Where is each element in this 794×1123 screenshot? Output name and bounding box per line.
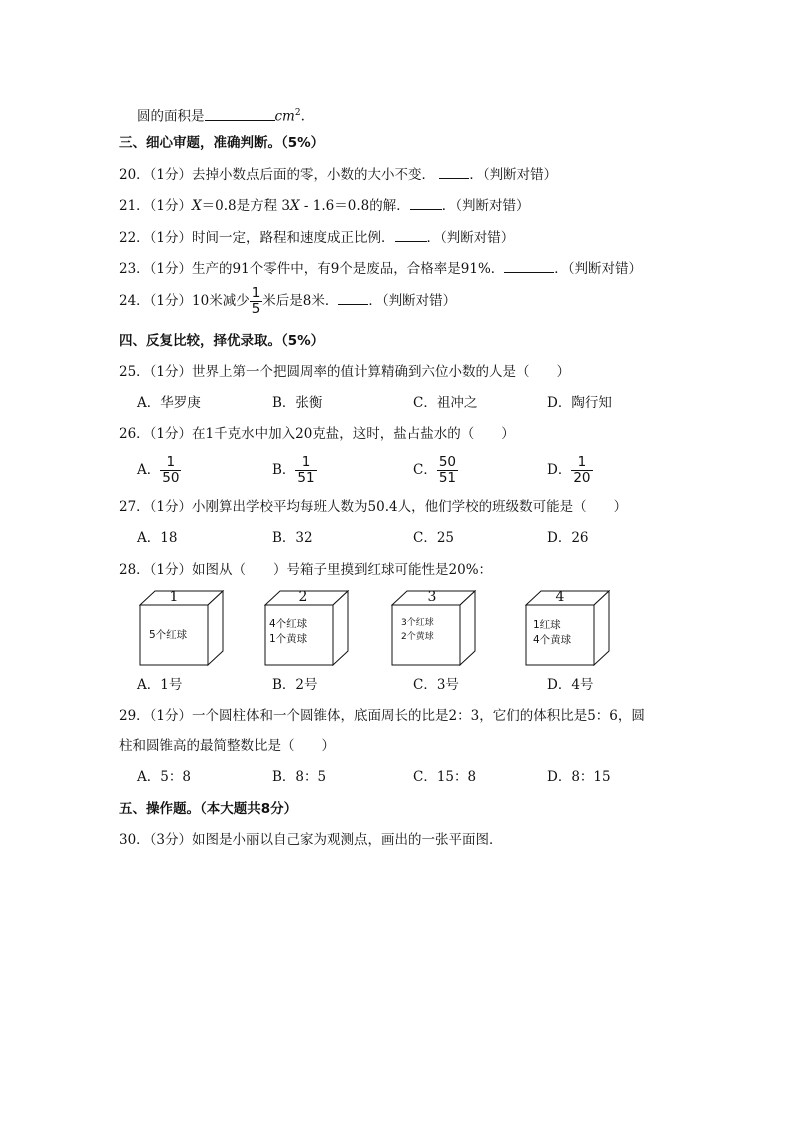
q26-a-denominator: 50 (162, 470, 180, 486)
box-1-contents (149, 628, 187, 643)
box-4-line-1: 1红球 (533, 619, 561, 631)
question-23 (119, 258, 642, 279)
q24-denominator: 5 (251, 301, 261, 317)
question-26: 26．（1分）在1千克水中加入20克盐，这时，盐占盐水的（ ） (119, 426, 515, 442)
section-3-heading: 三、细心审题，准确判断。（5%） (119, 135, 325, 151)
section-4-heading: 四、反复比较，择优录取。（5%） (119, 333, 325, 349)
question-20 (119, 164, 557, 185)
box-4-number: 4 (555, 589, 565, 605)
q29-option-a[interactable]: A．5：8 (137, 769, 191, 785)
q26-option-b-label: B． (272, 462, 296, 478)
q19-tail (137, 103, 305, 127)
q26-b-denominator: 51 (297, 470, 315, 486)
q28-option-b[interactable]: B．2号 (272, 677, 318, 693)
q29-option-d[interactable]: D．8：15 (547, 769, 611, 785)
question-28: 28．（1分）如图从（ ）号箱子里摸到红球可能性是20%： (119, 562, 493, 578)
q26-option-a-fraction (160, 455, 181, 486)
q26-option-c[interactable] (413, 454, 458, 486)
box-1 (139, 590, 229, 666)
q22-text: 22．（1分）时间一定，路程和速度成正比例． (119, 230, 395, 246)
box-2-line-2: 1个黄球 (269, 633, 308, 645)
q25-option-c[interactable]: C．祖冲之 (413, 395, 478, 411)
q21-mid: ＝0.8是方程 3 (201, 198, 291, 214)
q29-option-b[interactable]: B．8：5 (272, 769, 327, 785)
question-29-line-1: 29．（1分）一个圆柱体和一个圆锥体，底面周长的比是2：3，它们的体积比是5：6，圆 (119, 708, 645, 724)
box-4-line-2: 4个黄球 (533, 634, 572, 646)
box-4 (525, 590, 615, 666)
question-29-line-2: 柱和圆锥高的最简整数比是（ ） (119, 738, 335, 754)
q23-text: 23．（1分）生产的91个零件中，有9个是废品，合格率是91%． (119, 261, 505, 277)
q21-prefix: 21．（1分） (119, 198, 193, 214)
q27-option-b[interactable]: B．32 (272, 530, 313, 546)
q28-option-a[interactable]: A．1号 (137, 677, 183, 693)
q21-var-x: X (192, 198, 202, 214)
question-25: 25．（1分）世界上第一个把圆周率的值计算精确到六位小数的人是（ ） (119, 364, 571, 380)
q26-c-numerator: 50 (438, 454, 457, 470)
box-3-line-1: 3个红球 (401, 618, 434, 628)
q26-c-denominator: 51 (438, 470, 457, 486)
q19-end: . (300, 108, 305, 125)
q26-d-denominator: 20 (573, 470, 591, 486)
box-4-contents (533, 618, 571, 648)
q26-option-a-label: A． (137, 462, 161, 478)
q19-unit: cm (274, 108, 295, 125)
q20-text: 20．（1分）去掉小数点后面的零，小数的大小不变． (119, 167, 436, 183)
q26-option-d[interactable] (547, 454, 593, 486)
box-2-number: 2 (298, 589, 308, 605)
box-3-number: 3 (427, 589, 437, 605)
box-2-contents (269, 617, 307, 647)
q24-numerator: 1 (251, 285, 261, 301)
question-27: 27．（1分）小刚算出学校平均每班人数为50.4人，他们学校的班级数可能是（ ） (119, 499, 628, 515)
box-3-line-2: 2个黄球 (401, 632, 434, 642)
q21-end: ．（判断对错） (441, 198, 530, 214)
q27-option-a[interactable]: A．18 (137, 530, 178, 546)
q19-answer-blank[interactable] (205, 106, 275, 121)
q25-option-b[interactable]: B．张衡 (272, 395, 323, 411)
q21-answer-blank[interactable] (410, 195, 442, 210)
q26-a-numerator: 1 (166, 454, 176, 470)
box-1-line-1: 5个红球 (149, 629, 188, 641)
q25-option-a[interactable]: A．华罗庚 (137, 395, 201, 411)
box-2 (264, 590, 354, 666)
q25-option-d[interactable]: D．陶行知 (547, 395, 612, 411)
q23-end: ．（判断对错） (554, 261, 643, 277)
q26-option-d-label: D． (547, 462, 572, 478)
q22-end: ．（判断对错） (426, 230, 515, 246)
q24-prefix: 24．（1分）10米减少 (119, 293, 250, 309)
q26-option-a[interactable] (137, 454, 181, 486)
q26-option-b-fraction (295, 455, 316, 486)
box-2-line-1: 4个红球 (269, 618, 308, 630)
q26-option-b[interactable] (272, 454, 317, 486)
box-1-number: 1 (169, 589, 179, 605)
q24-end: ．（判断对错） (368, 293, 457, 309)
q21-rest: - 1.6＝0.8的解． (299, 198, 410, 214)
q20-end: ．（判断对错） (469, 167, 558, 183)
q24-rest: 米后是8米． (262, 293, 339, 309)
q26-d-numerator: 1 (577, 454, 587, 470)
section-5-heading: 五、操作题。（本大题共8分） (119, 801, 298, 817)
q21-var-x2: X (290, 198, 300, 214)
question-30: 30．（3分）如图是小丽以自己家为观测点，画出的一张平面图． (119, 832, 503, 848)
box-3-contents (401, 616, 434, 644)
q26-option-c-fraction (437, 455, 458, 486)
q19-exponent: 2 (294, 108, 301, 118)
q28-option-d[interactable]: D．4号 (547, 677, 594, 693)
q19-text: 圆的面积是 (137, 108, 205, 125)
q26-b-numerator: 1 (301, 454, 311, 470)
q20-answer-blank[interactable] (439, 164, 469, 179)
q28-option-c[interactable]: C．3号 (413, 677, 459, 693)
q22-answer-blank[interactable] (395, 227, 427, 242)
question-22 (119, 227, 514, 248)
question-24 (119, 286, 456, 317)
q29-option-c[interactable]: C．15：8 (413, 769, 477, 785)
q23-answer-blank[interactable] (504, 258, 554, 273)
question-21 (119, 195, 529, 216)
box-3 (391, 590, 481, 666)
q24-fraction (250, 286, 263, 317)
q26-option-d-fraction (571, 455, 592, 486)
q24-answer-blank[interactable] (338, 290, 368, 305)
q27-option-c[interactable]: C．25 (413, 530, 455, 546)
q26-option-c-label: C． (413, 462, 437, 478)
q27-option-d[interactable]: D．26 (547, 530, 589, 546)
